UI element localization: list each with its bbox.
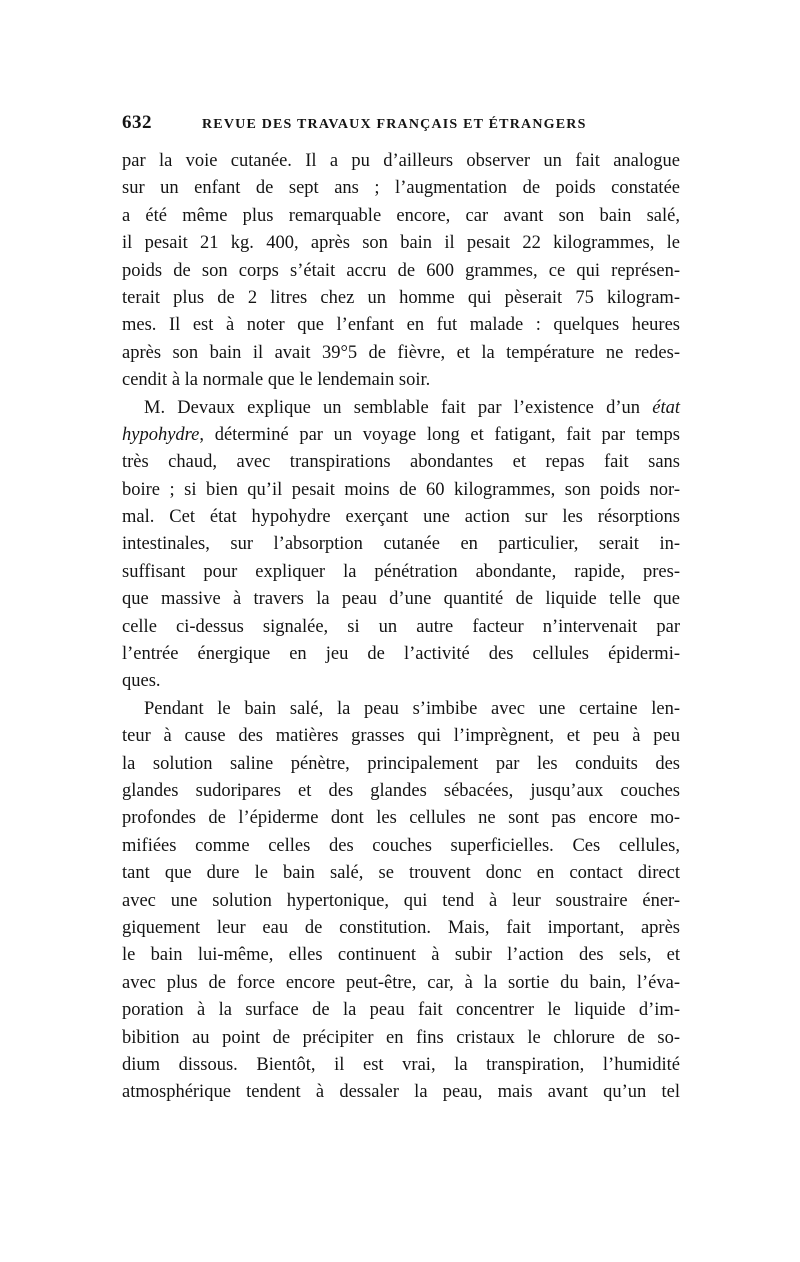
text-line: très chaud, avec transpirations abondantes et repas fait sans [122, 452, 680, 473]
text-line: boire ; si bien qu’il pesait moins de 60 kilogrammes, son poids nor- [122, 479, 680, 500]
paragraph-2 [122, 395, 680, 696]
text-line: la solution saline pénètre, principalement par les conduits des [122, 753, 680, 774]
text-line: teur à cause des matières grasses qui l’imprègnent, et peu à peu [122, 726, 680, 747]
paragraph-3 [122, 696, 680, 1107]
running-title: REVUE DES TRAVAUX FRANÇAIS ET ÉTRANGERS [202, 117, 587, 132]
text-line: Pendant le bain salé, la peau s’imbibe avec une certaine len- [144, 698, 680, 719]
text-line: glandes sudoripares et des glandes sébacées, jusqu’aux couches [122, 780, 680, 801]
text-line: tant que dure le bain salé, se trouvent donc en contact direct [122, 863, 680, 884]
text-line: celle ci-dessus signalée, si un autre facteur n’intervenait par [122, 616, 680, 637]
text-line: poration à la surface de la peau fait concentrer le liquide d’im- [122, 1000, 680, 1021]
running-head [122, 112, 680, 142]
text-line: le bain lui-même, elles continuent à subir l’action des sels, et [122, 945, 680, 966]
book-page [122, 112, 680, 1107]
text-line: il pesait 21 kg. 400, après son bain il pesait 22 kilogrammes, le [122, 233, 680, 254]
text-line: par la voie cutanée. Il a pu d’ailleurs observer un fait analogue [122, 151, 680, 171]
text-line: mes. Il est à noter que l’enfant en fut malade : quelques heures [122, 315, 680, 336]
text-line: suffisant pour expliquer la pénétration abondante, rapide, pres- [122, 561, 680, 582]
text-line: intestinales, sur l’absorption cutanée en particulier, serait in- [122, 534, 680, 555]
text-line: que massive à travers la peau d’une quantité de liquide telle que [122, 589, 680, 610]
text-line: l’entrée énergique en jeu de l’activité des cellules épidermi- [122, 644, 680, 665]
text-line: cendit à la normale que le lendemain soir. [122, 370, 431, 391]
paragraph-1 [122, 148, 680, 395]
text-line: hypohydre, déterminé par un voyage long et fatigant, fait par temps [122, 424, 680, 445]
text-line: mifiées comme celles des couches superficielles. Ces cellules, [122, 835, 680, 856]
text-line: M. Devaux explique un semblable fait par l’existence d’un état [144, 397, 680, 418]
text-line: dium dissous. Bientôt, il est vrai, la transpiration, l’humidité [122, 1054, 680, 1075]
text-line: giquement leur eau de constitution. Mais, fait important, après [122, 917, 680, 938]
text-line: a été même plus remarquable encore, car avant son bain salé, [122, 205, 680, 226]
page-number: 632 [122, 112, 152, 133]
text-line: après son bain il avait 39°5 de fièvre, et la température ne redes- [122, 342, 680, 363]
text-line: sur un enfant de sept ans ; l’augmentation de poids constatée [122, 178, 680, 199]
text-line: profondes de l’épiderme dont les cellules ne sont pas encore mo- [122, 808, 680, 829]
text-line: atmosphérique tendent à dessaler la peau, mais avant qu’un tel [122, 1082, 680, 1103]
text-line: avec plus de force encore peut-être, car, à la sortie du bain, l’éva- [122, 972, 680, 993]
text-line: terait plus de 2 litres chez un homme qui pèserait 75 kilogram- [122, 287, 680, 308]
text-line: mal. Cet état hypohydre exerçant une action sur les résorptions [122, 507, 680, 528]
text-line: bibition au point de précipiter en fins cristaux le chlorure de so- [122, 1027, 680, 1048]
text-line: ques. [122, 671, 161, 692]
text-line: avec une solution hypertonique, qui tend à leur soustraire éner- [122, 890, 680, 911]
text-line: poids de son corps s’était accru de 600 grammes, ce qui représen- [122, 260, 680, 281]
